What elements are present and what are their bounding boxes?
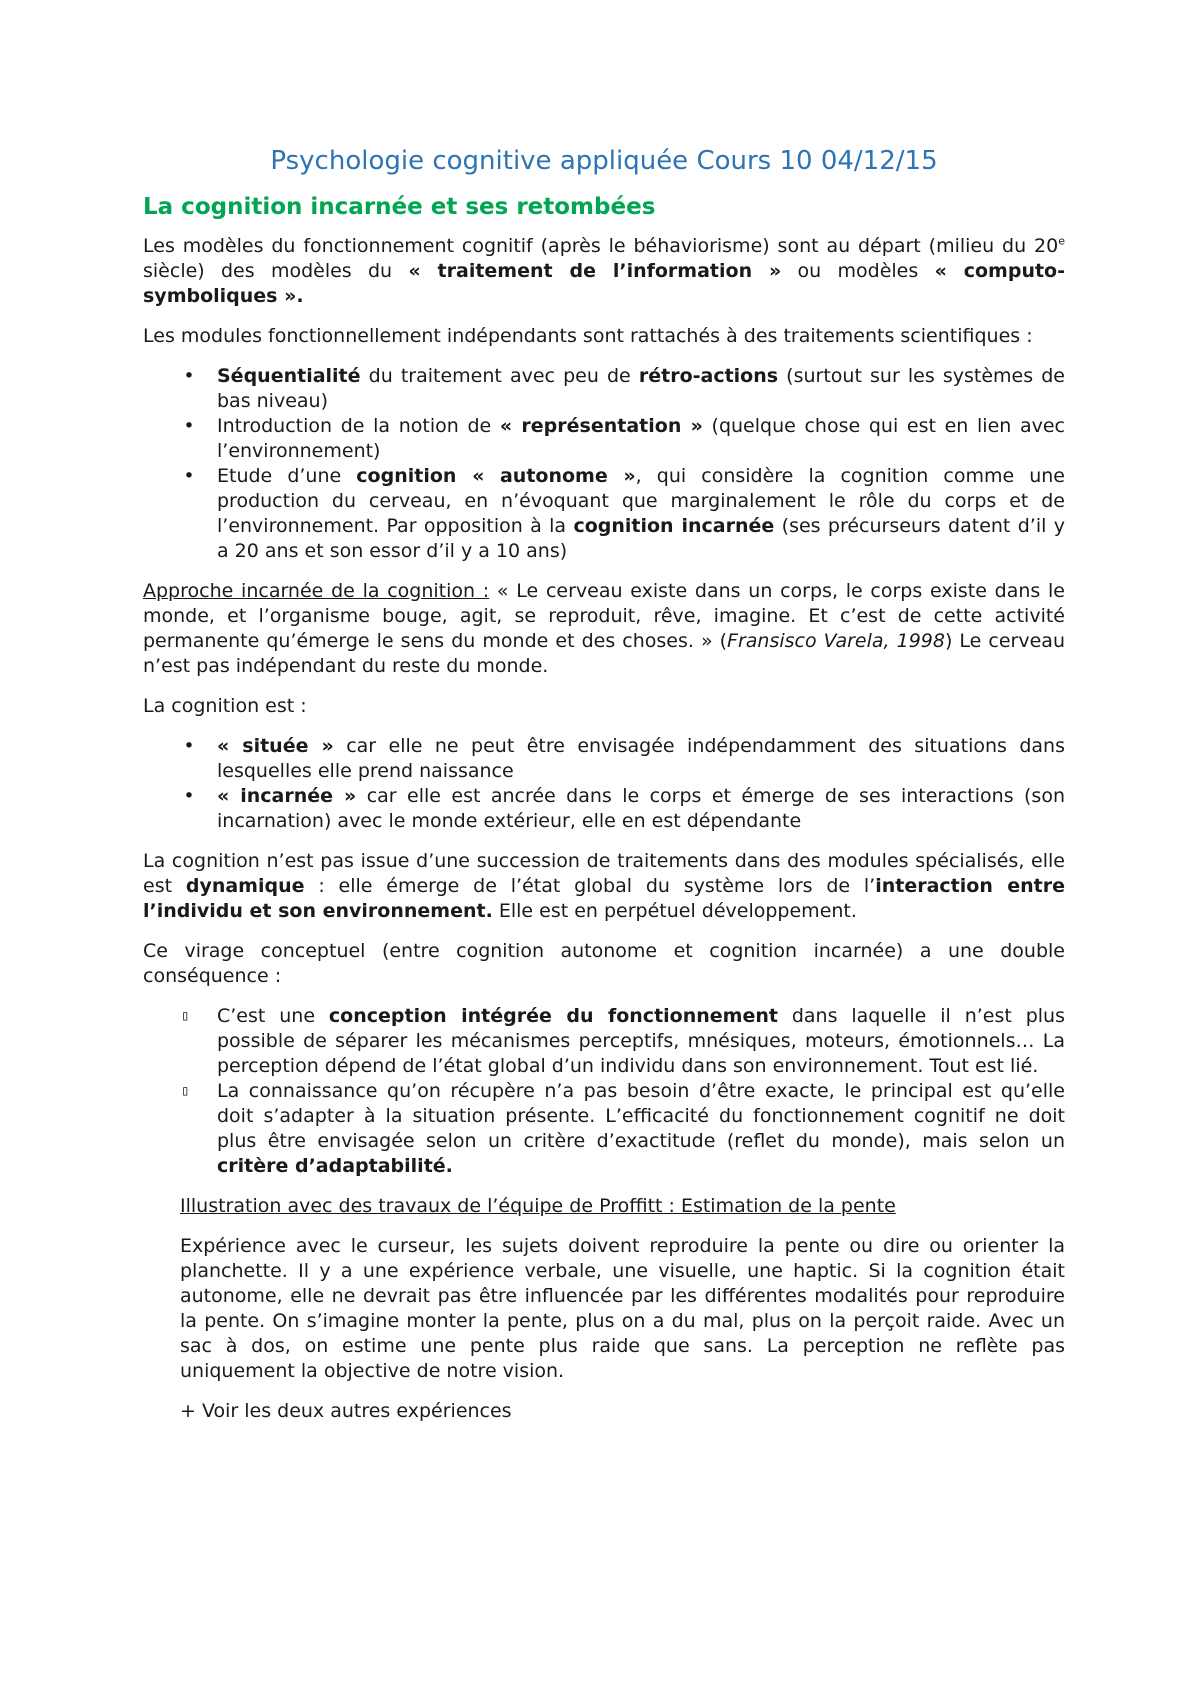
paragraph-embodied-approach: Approche incarnée de la cognition : « Le cerveau existe dans un corps, le corps existe dans le monde, et l’organisme bouge, agit, se reproduit, rêve, imagine. Et c’est de cette activité permanente qu’émerge le sens du monde et des choses. » (Fransisco Varela, 1998) Le cerveau n’est pas indépendant du reste du monde. bbox=[143, 580, 1065, 677]
bullet-icon: • bbox=[183, 415, 195, 437]
bullet-icon: • bbox=[183, 735, 195, 757]
paragraph-experience: Expérience avec le curseur, les sujets doivent reproduire la pente ou dire ou orienter la planchette. Il y a une expérience verbale, une visuelle, une haptic. Si la cognition était autonome, elle ne devrait pas être influencée par les différentes modalités pour reproduire la pente. On s’imagine monter la pente, plus on a du mal, plus on la perçoit raide. Avec un sac à dos, on estime une pente plus raide que sans. La perception ne reflète pas uniquement la objective de notre vision. bbox=[180, 1235, 1065, 1382]
list-item: ▯ C’est une conception intégrée du fonctionnement dans laquelle il n’est plus possible de séparer les mécanismes perceptifs, mnésiques, moteurs, émotionnels… La perception dépend de l’état global d’un individu dans son environnement. Tout est lié. bbox=[181, 1005, 1065, 1077]
document-title: Psychologie cognitive appliquée Cours 10 04/12/15 bbox=[270, 146, 938, 176]
paragraph-see-more: + Voir les deux autres expériences bbox=[180, 1400, 512, 1422]
list-item: ▯ La connaissance qu’on récupère n’a pas besoin d’être exacte, le principal est qu’elle doit s’adapter à la situation présente. L’efficacité du fonctionnement cognitif ne doit plus être envisagée selon un critère d’exactitude (reflet du monde), mais selon un critère d’adaptabilité. bbox=[181, 1080, 1065, 1177]
paragraph-cognition-is: La cognition est : bbox=[143, 695, 307, 717]
paragraph-models: Les modèles du fonctionnement cognitif (après le béhaviorisme) sont au départ (milieu du 20e siècle) des modèles du « traitement de l’information » ou modèles « computo-symboliques ». bbox=[143, 234, 1065, 307]
bullet-list-features bbox=[143, 364, 1065, 564]
paragraph-conceptual-shift: Ce virage conceptuel (entre cognition autonome et cognition incarnée) a une double conséquence : bbox=[143, 940, 1065, 987]
paragraph-modules: Les modules fonctionnellement indépendants sont rattachés à des traitements scientifiques : bbox=[143, 325, 1033, 347]
paragraph-illustration-title: Illustration avec des travaux de l’équipe de Proffitt : Estimation de la pente bbox=[180, 1195, 896, 1217]
list-item: • « incarnée » car elle est ancrée dans le corps et émerge de ses interactions (son incarnation) avec le monde extérieur, elle en est dépendante bbox=[183, 785, 1065, 832]
section-heading: La cognition incarnée et ses retombées bbox=[143, 194, 656, 220]
bullet-list-cognition bbox=[143, 734, 1065, 834]
list-item: • Etude d’une cognition « autonome », qui considère la cognition comme une production du cerveau, en n’évoquant que marginalement le rôle du corps et de l’environnement. Par opposition à la cognition incarnée (ses précurseurs datent d’il y a 20 ans et son essor d’il y a 10 ans) bbox=[183, 465, 1065, 562]
bullet-icon: • bbox=[183, 365, 195, 387]
bullet-icon: • bbox=[183, 785, 195, 807]
list-item: • Introduction de la notion de « représentation » (quelque chose qui est en lien avec l’environnement) bbox=[183, 415, 1065, 462]
paragraph-dynamic: La cognition n’est pas issue d’une succession de traitements dans des modules spécialisés, elle est dynamique : elle émerge de l’état global du système lors de l’interaction entre l’individu et son environnement. Elle est en perpétuel développement. bbox=[143, 850, 1065, 922]
symbol-list-consequences bbox=[143, 1004, 1065, 1179]
list-item: • Séquentialité du traitement avec peu de rétro-actions (surtout sur les systèmes de bas niveau) bbox=[183, 365, 1065, 412]
bullet-icon: • bbox=[183, 465, 195, 487]
box-symbol-icon: ▯ bbox=[181, 1008, 190, 1024]
list-item: • « située » car elle ne peut être envisagée indépendamment des situations dans lesquelles elle prend naissance bbox=[183, 735, 1065, 782]
box-symbol-icon: ▯ bbox=[181, 1083, 190, 1099]
